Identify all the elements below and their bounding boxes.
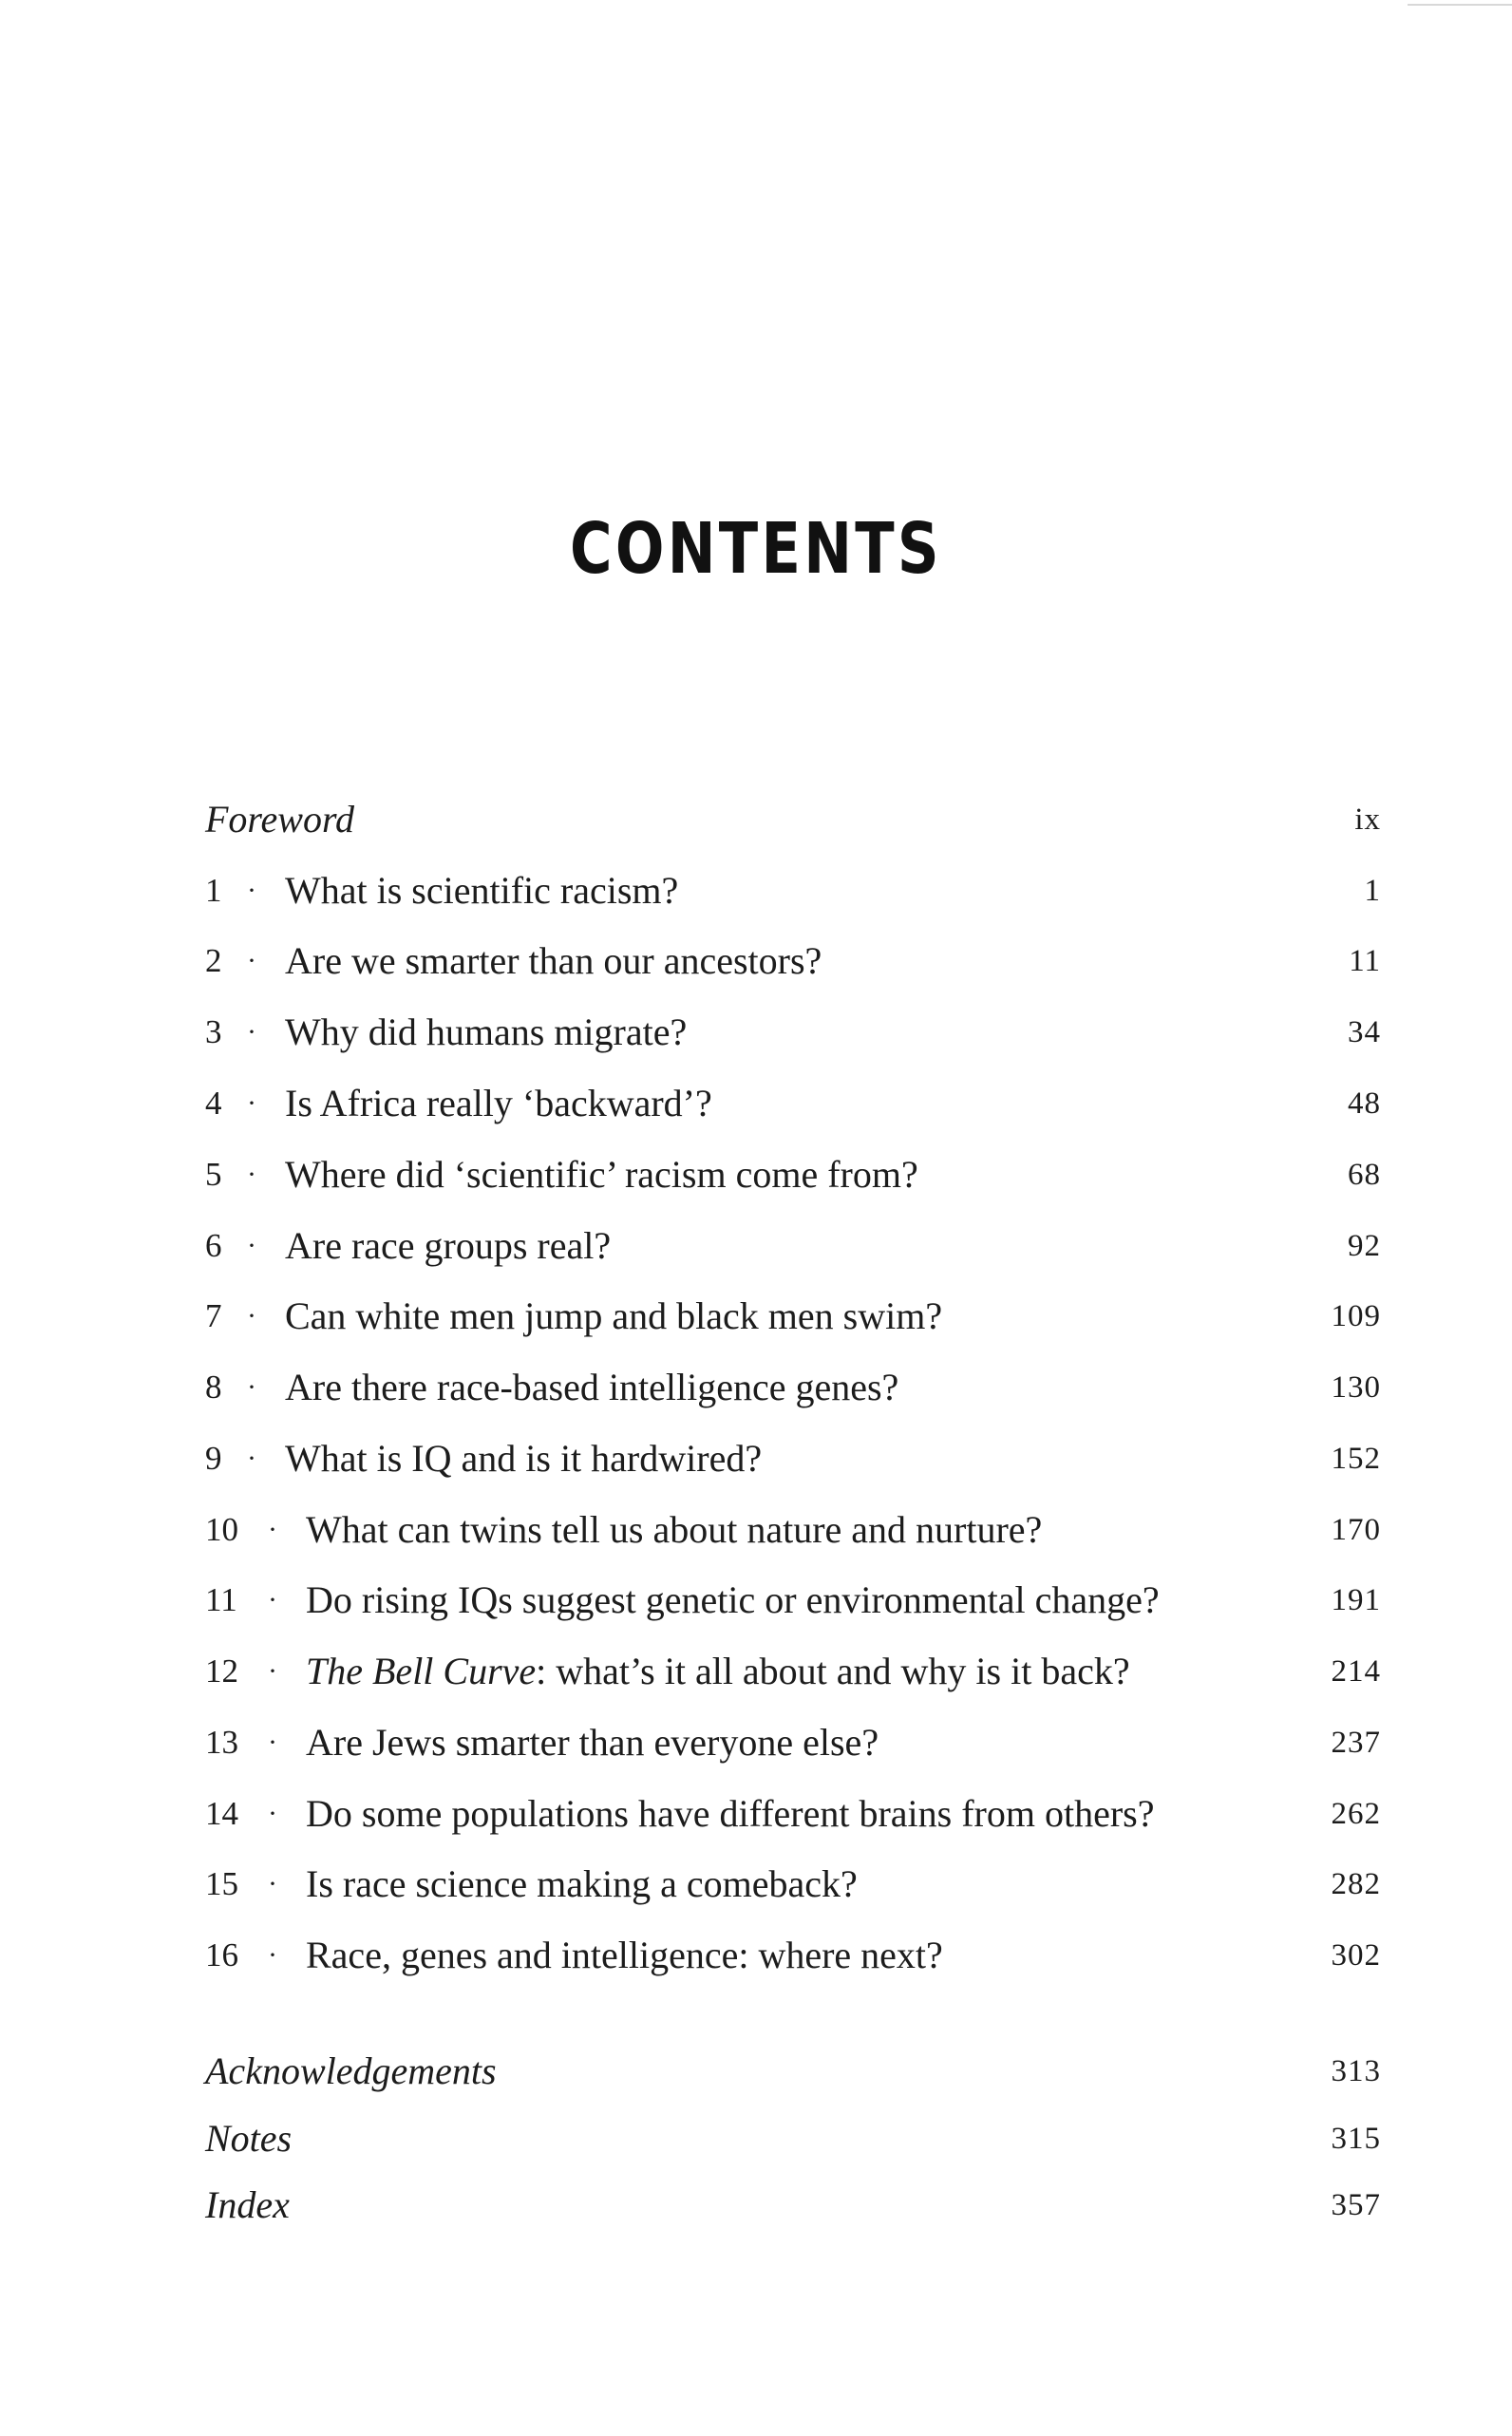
chapter-number: 8 — [205, 1369, 222, 1406]
toc-page-number: 68 — [1348, 1158, 1381, 1192]
toc-entry-acknowledgements[interactable] — [205, 2043, 1381, 2100]
separator-dot: · — [247, 1300, 256, 1331]
chapter-number: 7 — [205, 1297, 222, 1334]
chapter-title: Are race groups real? — [285, 1224, 612, 1267]
toc-page-number: 237 — [1331, 1726, 1381, 1760]
separator-dot: · — [268, 1798, 277, 1829]
chapter-number: 14 — [205, 1795, 238, 1832]
separator-dot: · — [247, 945, 256, 976]
separator-dot: · — [247, 1016, 256, 1048]
chapter-title: Can white men jump and black men swim? — [285, 1294, 943, 1337]
toc-entry-chapter-16[interactable] — [205, 1927, 1381, 1984]
chapter-number: 12 — [205, 1652, 238, 1690]
scan-edge-mark — [1408, 4, 1512, 6]
chapter-title: Race, genes and intelligence: where next? — [306, 1934, 943, 1976]
toc-page-number: 130 — [1331, 1370, 1381, 1405]
toc-page-number: 262 — [1331, 1797, 1381, 1831]
toc-entry-chapter-2[interactable] — [205, 933, 1381, 990]
chapter-number: 10 — [205, 1511, 238, 1548]
toc-page-number: 109 — [1331, 1299, 1381, 1333]
chapter-title: Are we smarter than our ancestors? — [285, 939, 822, 982]
toc-entry-notes[interactable] — [205, 2110, 1381, 2167]
separator-dot: · — [268, 1514, 277, 1545]
toc-entry-chapter-3[interactable] — [205, 1004, 1381, 1061]
toc-page-number: 34 — [1348, 1015, 1381, 1049]
separator-dot: · — [247, 1371, 256, 1403]
toc-entry-label: Notes — [205, 2117, 293, 2160]
toc-entry-chapter-13[interactable] — [205, 1714, 1381, 1771]
toc-page-number: 357 — [1331, 2188, 1381, 2222]
book-title-italic: The Bell Curve — [306, 1650, 537, 1692]
separator-dot: · — [247, 1159, 256, 1190]
separator-dot: · — [247, 1443, 256, 1474]
toc-entry-chapter-8[interactable] — [205, 1359, 1381, 1416]
separator-dot: · — [247, 1230, 256, 1261]
separator-dot: · — [268, 1727, 277, 1758]
chapter-title: Do some populations have different brains from others? — [306, 1792, 1155, 1835]
chapter-number: 2 — [205, 942, 222, 979]
toc-entry-label: Foreword — [205, 798, 355, 840]
chapter-title: Is race science making a comeback? — [306, 1862, 858, 1905]
chapter-number: 5 — [205, 1156, 222, 1193]
toc-entry-chapter-10[interactable] — [205, 1501, 1381, 1558]
toc-entry-chapter-9[interactable] — [205, 1430, 1381, 1487]
toc-entry-foreword[interactable] — [205, 791, 1381, 848]
toc-entry-label: Index — [205, 2183, 290, 2226]
toc-entry-chapter-5[interactable] — [205, 1146, 1381, 1203]
toc-entry-chapter-1[interactable] — [205, 862, 1381, 919]
separator-dot: · — [247, 1087, 256, 1119]
toc-page-number: 48 — [1348, 1086, 1381, 1121]
chapter-number: 1 — [205, 872, 222, 909]
toc-page-number: 92 — [1348, 1229, 1381, 1263]
toc-entry-chapter-6[interactable] — [205, 1218, 1381, 1275]
chapter-title: Are there race-based intelligence genes? — [285, 1366, 899, 1408]
toc-page-number: 191 — [1331, 1583, 1381, 1617]
chapter-number: 6 — [205, 1227, 222, 1264]
chapter-title: Are Jews smarter than everyone else? — [306, 1721, 879, 1764]
chapter-title: What can twins tell us about nature and nurture? — [306, 1508, 1043, 1551]
toc-entry-index[interactable] — [205, 2177, 1381, 2234]
toc-page-number: 1 — [1364, 874, 1381, 908]
chapter-title: Do rising IQs suggest genetic or environmental change? — [306, 1578, 1160, 1621]
toc-entry-chapter-15[interactable] — [205, 1856, 1381, 1913]
chapter-number: 3 — [205, 1013, 222, 1050]
separator-dot: · — [247, 875, 256, 906]
chapter-title: Is Africa really ‘backward’? — [285, 1082, 712, 1124]
chapter-title: Where did ‘scientific’ racism come from? — [285, 1153, 918, 1196]
toc-page-number: 152 — [1331, 1442, 1381, 1476]
toc-page-number: 313 — [1331, 2054, 1381, 2088]
toc-entry-chapter-7[interactable] — [205, 1288, 1381, 1345]
toc-page-number: 302 — [1331, 1938, 1381, 1973]
chapter-number: 11 — [205, 1581, 237, 1618]
chapter-title: What is IQ and is it hardwired? — [285, 1437, 763, 1480]
chapter-title: Why did humans migrate? — [285, 1010, 688, 1053]
toc-entry-chapter-11[interactable] — [205, 1572, 1381, 1629]
chapter-number: 4 — [205, 1085, 222, 1122]
chapter-title: What is scientific racism? — [285, 869, 679, 912]
chapter-number: 16 — [205, 1936, 238, 1973]
separator-dot: · — [268, 1655, 277, 1687]
toc-page-number: 282 — [1331, 1867, 1381, 1901]
toc-entry-chapter-14[interactable] — [205, 1785, 1381, 1842]
toc-page-number: 315 — [1331, 2122, 1381, 2156]
chapter-number: 13 — [205, 1724, 238, 1761]
separator-dot: · — [268, 1939, 277, 1971]
toc-page-number: ix — [1354, 803, 1381, 837]
toc-entry-chapter-12[interactable] — [205, 1643, 1381, 1700]
toc-page-number: 214 — [1331, 1654, 1381, 1689]
toc-entry-label: Acknowledgements — [205, 2049, 497, 2092]
separator-dot: · — [268, 1868, 277, 1899]
separator-dot: · — [268, 1584, 277, 1615]
chapter-number: 9 — [205, 1440, 222, 1477]
chapter-number: 15 — [205, 1865, 238, 1902]
toc-page-number: 170 — [1331, 1513, 1381, 1547]
chapter-title: The Bell Curve: what’s it all about and why is it back? — [306, 1650, 1130, 1692]
toc-page-number: 11 — [1349, 944, 1381, 978]
toc-entry-chapter-4[interactable] — [205, 1075, 1381, 1132]
page-title: CONTENTS — [570, 508, 942, 590]
